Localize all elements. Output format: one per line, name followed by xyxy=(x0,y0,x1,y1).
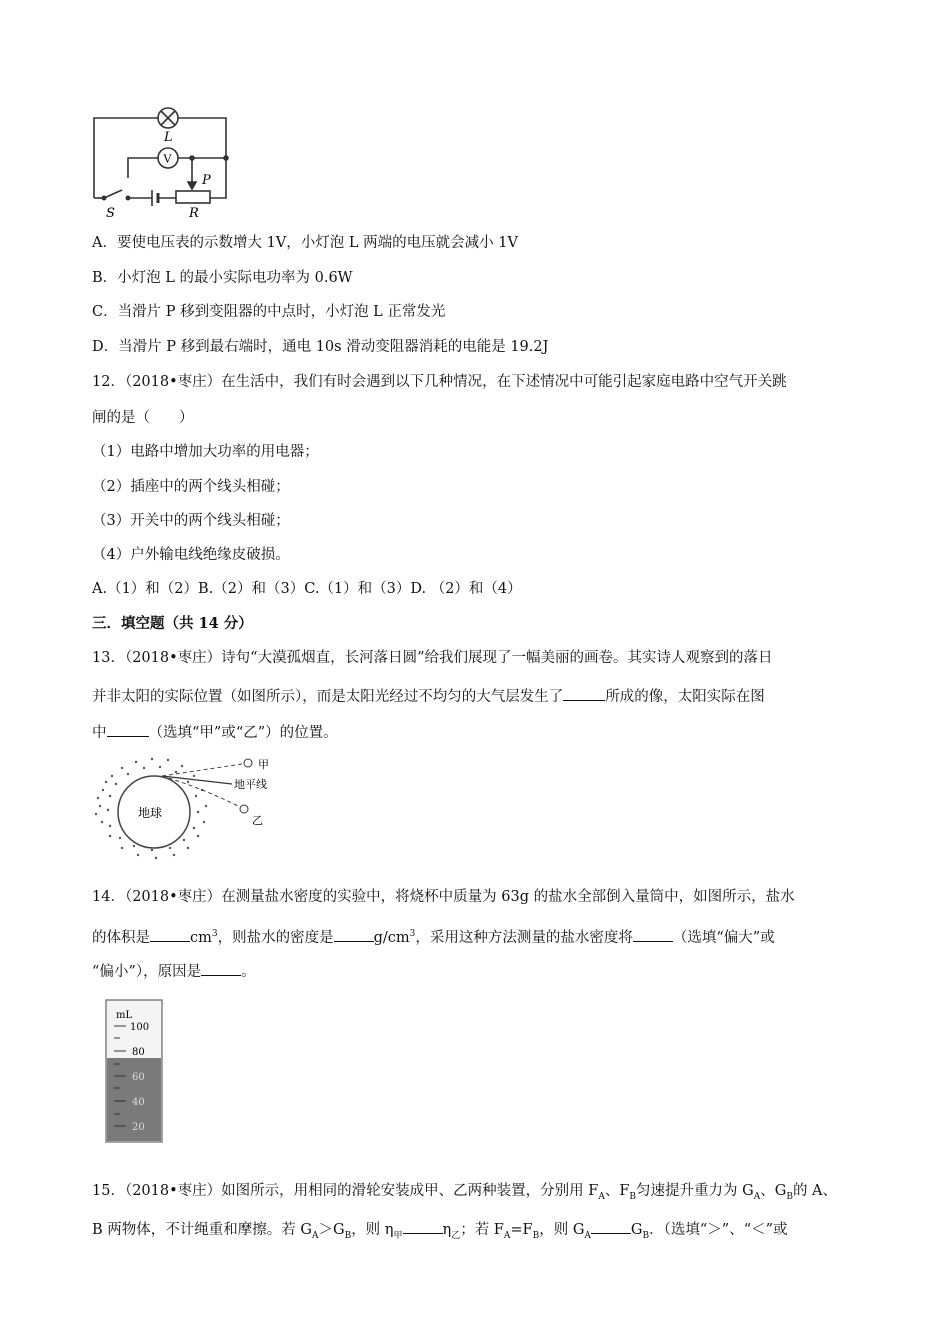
q15-stem-line2: B 两物体，不计绳重和摩擦。若 $G_A>G_B$，则 $\eta_甲$ $\eta_乙$；若 $F_A=F_B$，则 $G_A$ $G_B$．（选填“＞”、“＜”或 xyxy=(92,1218,788,1246)
tick-label: 20 xyxy=(132,1122,145,1133)
q12-item-3: （3）开关中的两个线头相碰； xyxy=(92,513,290,529)
q15-stem-line1: 15．（2018•枣庄）如图所示，用相同的滑轮安装成甲、乙两种装置，分别用 $F_A$、$F_B$匀速提升重力为 $G_A$、$G_B$的 A、 xyxy=(92,1183,838,1202)
answer-blank[interactable] xyxy=(633,926,673,942)
q11-option-a: A．要使电压表的示数增大 1V，小灯泡 L 两端的电压就会减小 1V xyxy=(92,235,518,251)
answer-blank[interactable] xyxy=(107,721,149,737)
answer-blank[interactable] xyxy=(563,685,605,701)
q12-stem-line1: 12．（2018•枣庄）在生活中，我们有时会遇到以下几种情况，在下述情况中可能引起家庭电路中空气开关跳 xyxy=(92,374,787,390)
earth-figure xyxy=(92,754,302,862)
q14-stem-line1: 14．（2018•枣庄）在测量盐水密度的实验中，将烧杯中质量为 63g 的盐水全部倒入量筒中，如图所示，盐水 xyxy=(92,889,795,905)
cylinder-unit: mL xyxy=(116,1010,133,1021)
sun-a-label: 甲 xyxy=(258,758,269,771)
tick-label: 40 xyxy=(132,1097,145,1108)
q13-stem-line3: 中 （选填“甲”或“乙”）的位置。 xyxy=(92,721,338,743)
q12-options: A.（1）和（2）B.（2）和（3）C.（1）和（3）D. （2）和（4） xyxy=(92,581,522,597)
resistor-label: R xyxy=(189,206,199,221)
answer-blank[interactable] xyxy=(403,1218,443,1234)
answer-blank[interactable] xyxy=(150,926,190,942)
slider-label: P xyxy=(202,173,211,188)
answer-blank[interactable] xyxy=(201,960,241,976)
cylinder-figure xyxy=(96,998,176,1148)
tick-label: 60 xyxy=(132,1072,145,1083)
q11-option-c: C．当滑片 P 移到变阻器的中点时，小灯泡 L 正常发光 xyxy=(92,304,446,320)
voltmeter-label: V xyxy=(163,152,172,166)
q12-item-1: （1）电路中增加大功率的用电器； xyxy=(92,444,319,460)
q14-stem-line3: “偏小”），原因是 。 xyxy=(92,960,256,982)
lamp-label: L xyxy=(164,130,173,145)
cylinder-diagram xyxy=(96,998,176,1148)
answer-blank[interactable] xyxy=(334,926,374,942)
q13-stem-line1: 13．（2018•枣庄）诗句“大漠孤烟直，长河落日圆”给我们展现了一幅美丽的画卷。其实诗人观察到的落日 xyxy=(92,650,773,666)
earth-diagram xyxy=(92,754,302,862)
tick-label: 100 xyxy=(130,1022,150,1033)
q12-stem-line2: 闸的是（ ） xyxy=(92,410,194,426)
q13-stem-line2: 并非太阳的实际位置（如图所示），而是太阳光经过不均匀的大气层发生了 所成的像，太阳实际在图 xyxy=(92,685,765,707)
section-heading: 三．填空题（共 14 分） xyxy=(92,615,253,632)
q12-item-2: （2）插座中的两个线头相碰； xyxy=(92,479,290,495)
answer-blank[interactable] xyxy=(591,1218,631,1234)
q11-option-b: B．小灯泡 L 的最小实际电功率为 0.6W xyxy=(92,270,353,286)
tick-label: 80 xyxy=(132,1047,145,1058)
q14-stem-line2: 的体积是 $cm^3$，则盐水的密度是 $g/cm^3$，采用这种方法测量的盐水密度将 （选填“偏大”或 xyxy=(92,924,775,948)
switch-label: S xyxy=(106,206,115,221)
circuit-figure xyxy=(88,98,248,222)
earth-label: 地球 xyxy=(138,806,163,820)
q11-option-d: D．当滑片 P 移到最右端时，通电 10s 滑动变阻器消耗的电能是 19.2J xyxy=(92,339,549,355)
circuit-diagram xyxy=(88,98,248,222)
sun-b-label: 乙 xyxy=(252,814,263,827)
horizon-label: 地平线 xyxy=(234,778,267,791)
q12-item-4: （4）户外输电线绝缘皮破损。 xyxy=(92,547,290,563)
